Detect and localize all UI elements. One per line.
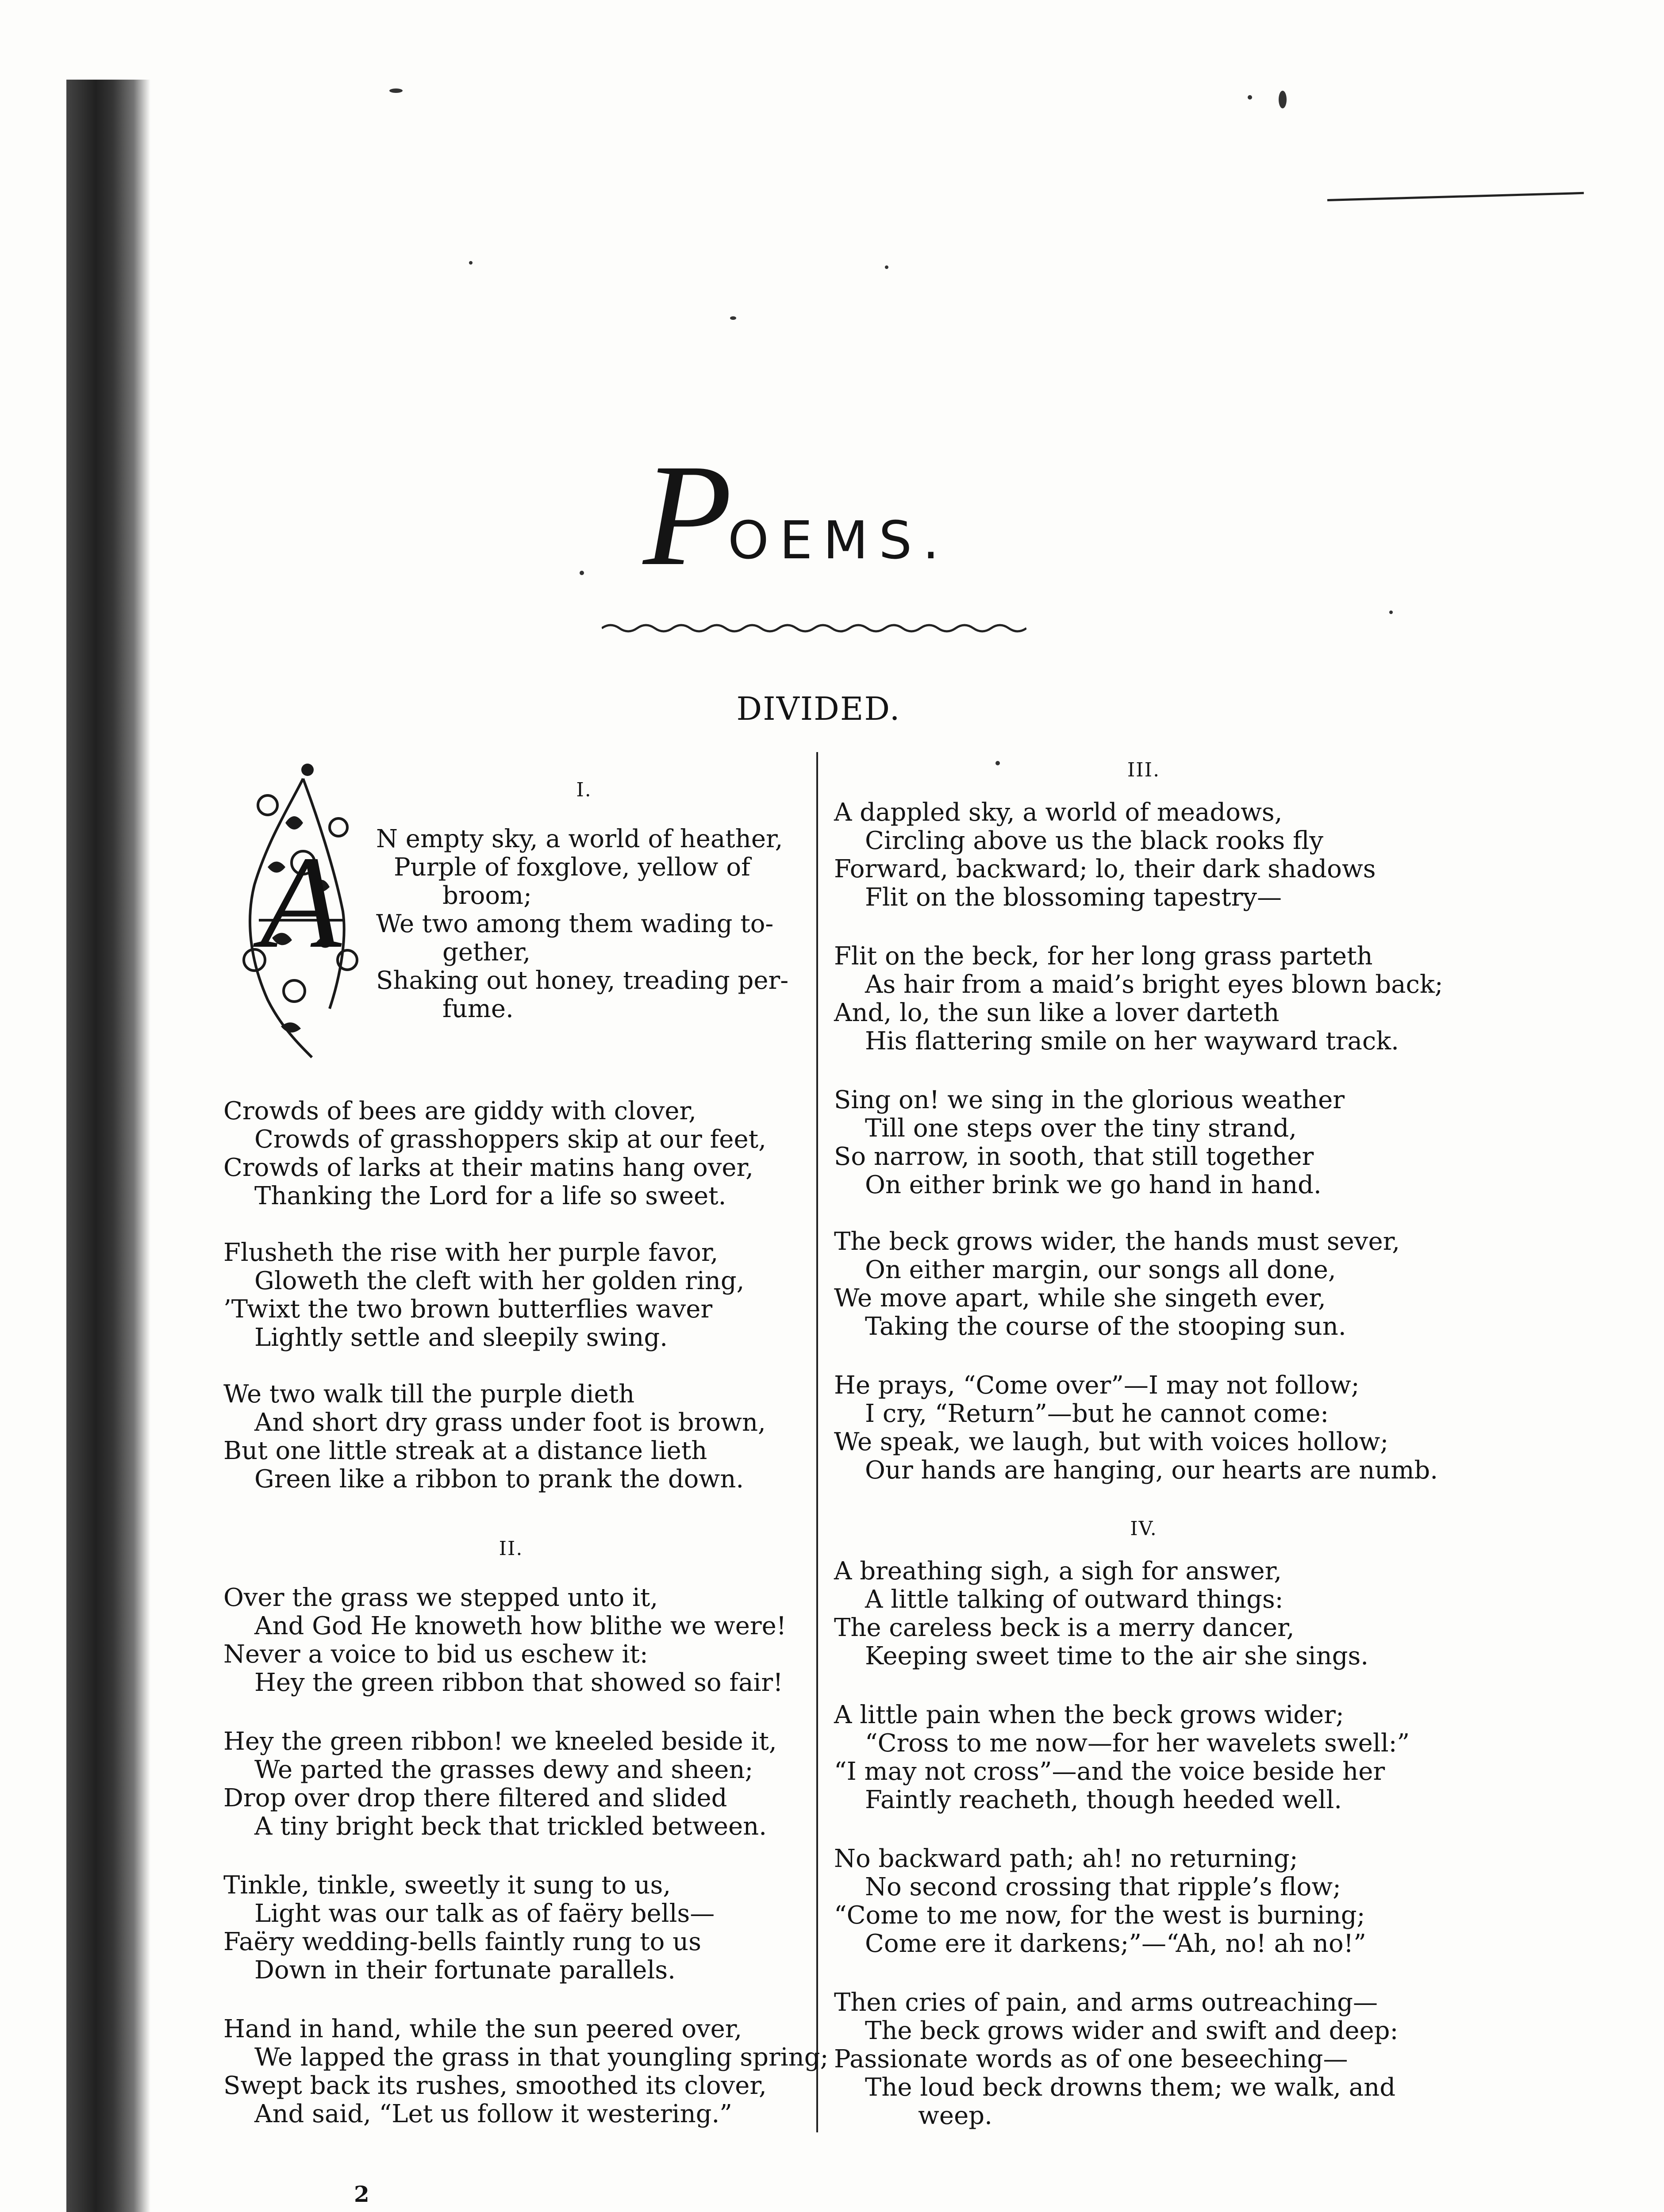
stanza (834, 1371, 1438, 1485)
poem-line: Crowds of grasshoppers skip at our feet, (254, 1125, 766, 1154)
poem-line: Lightly settle and sleepily swing. (254, 1323, 668, 1352)
poem-line: N empty sky, a world of heather, (376, 825, 783, 853)
title-rest: OEMS. (727, 510, 950, 571)
scan-speck (1248, 95, 1252, 100)
poem-line: weep. (918, 2101, 992, 2130)
stanza (223, 1380, 766, 1494)
poem-line: Crowds of larks at their matins hang over, (223, 1153, 753, 1182)
poem-line: broom; (442, 881, 532, 910)
poem-line: We two walk till the purple dieth (223, 1380, 635, 1409)
poem-line: Forward, backward; lo, their dark shadows (834, 855, 1376, 883)
scan-speck (995, 761, 1000, 765)
poem-line: We lapped the grass in that youngling spring; (254, 2043, 829, 2072)
poem-line: “Come to me now, for the west is burning; (834, 1901, 1365, 1930)
page-title (442, 434, 1150, 596)
poem-line: Passionate words as of one beseeching— (834, 2045, 1348, 2074)
poem-line: And, lo, the sun like a lover darteth (834, 998, 1280, 1027)
column-divider (816, 752, 818, 2132)
stanza (223, 1097, 766, 1210)
stanza (834, 942, 1443, 1056)
scan-speck (730, 316, 736, 320)
poem-line: On either brink we go hand in hand. (865, 1171, 1322, 1199)
scan-mark-line (1327, 192, 1584, 201)
scan-speck (389, 88, 403, 93)
poem-line: “Cross to me now—for her wavelets swell:” (865, 1729, 1410, 1758)
poem-line: No second crossing that ripple’s flow; (865, 1873, 1341, 1901)
poem-line: The beck grows wider, the hands must sever, (834, 1227, 1400, 1256)
stanza (223, 1871, 715, 1985)
scan-speck (1389, 611, 1393, 614)
poem-line: Over the grass we stepped unto it, (223, 1583, 658, 1612)
poem-line: But one little streak at a distance lieth (223, 1436, 707, 1465)
poem-line: Drop over drop there filtered and slided (223, 1784, 727, 1813)
poem-line: Faëry wedding-bells faintly rung to us (223, 1928, 701, 1956)
section-i-opening (376, 825, 810, 1023)
poem-line: Crowds of bees are giddy with clover, (223, 1097, 696, 1125)
poem-line: We move apart, while she singeth ever, (834, 1284, 1326, 1313)
poem-line: Swept back its rushes, smoothed its clover, (223, 2071, 767, 2100)
svg-text:A: A (260, 829, 342, 975)
title-initial: P (643, 434, 732, 596)
poem-line: A breathing sigh, a sigh for answer, (834, 1557, 1282, 1586)
poem-line: A tiny bright beck that trickled between. (254, 1812, 767, 1841)
poem-title: DIVIDED. (736, 690, 901, 727)
poem-line: ’Twixt the two brown butterflies waver (223, 1295, 713, 1324)
poem-line: Circling above us the black rooks fly (865, 826, 1323, 855)
poem-line: No backward path; ah! no returning; (834, 1844, 1298, 1873)
poem-line: The loud beck drowns them; we walk, and (865, 2073, 1396, 2102)
scan-speck (469, 261, 473, 265)
stanza (834, 1701, 1410, 1814)
poem-line: And God He knoweth how blithe we were! (254, 1612, 787, 1640)
poem-line: And short dry grass under foot is brown, (254, 1408, 766, 1437)
section-number-i: I. (576, 779, 592, 801)
poem-line: Flit on the blossoming tapestry— (865, 883, 1282, 912)
poem-line: His flattering smile on her wayward track. (865, 1027, 1399, 1056)
poem-line: Flusheth the rise with her purple favor, (223, 1238, 719, 1267)
poem-line: A little pain when the beck grows wider; (834, 1701, 1344, 1729)
stanza (834, 799, 1376, 912)
scan-speck (1279, 91, 1287, 108)
poem-line: Tinkle, tinkle, sweetly it sung to us, (223, 1871, 671, 1900)
stanza (834, 1845, 1366, 1958)
poem-line: We speak, we laugh, but with voices hollow; (834, 1428, 1389, 1456)
stanza (834, 1228, 1400, 1341)
poem-line: Come ere it darkens;”—“Ah, no! ah no!” (865, 1929, 1366, 1958)
poem-line: Till one steps over the tiny strand, (865, 1114, 1297, 1143)
poem-line: Keeping sweet time to the air she sings. (865, 1642, 1369, 1671)
section-number-iii: III. (1127, 759, 1161, 781)
poem-line: The beck grows wider and swift and deep: (865, 2016, 1399, 2045)
poem-line: The careless beck is a merry dancer, (834, 1613, 1295, 1642)
poem-line: A dappled sky, a world of meadows, (834, 798, 1283, 827)
poem-line: “I may not cross”—and the voice beside her (834, 1757, 1385, 1786)
poem-line: Sing on! we sing in the glorious weather (834, 1086, 1345, 1114)
poem-line: We two among them wading to- (376, 910, 774, 938)
stanza (834, 1989, 1398, 2130)
poem-line: A little talking of outward things: (865, 1585, 1284, 1614)
poem-line: Down in their fortunate parallels. (254, 1956, 676, 1985)
poem-line: Hey the green ribbon! we kneeled beside it, (223, 1727, 777, 1756)
stanza (223, 2015, 828, 2128)
wavy-rule (602, 622, 1026, 635)
poem-line: On either margin, our songs all done, (865, 1256, 1336, 1284)
stanza (834, 1086, 1345, 1199)
poem-line: Our hands are hanging, our hearts are numb. (865, 1456, 1438, 1485)
ornamental-initial (228, 752, 374, 1062)
poem-line: Hand in hand, while the sun peered over, (223, 2015, 742, 2043)
poem-line: I cry, “Return”—but he cannot come: (865, 1399, 1329, 1428)
poem-line: Purple of foxglove, yellow of (394, 853, 750, 882)
poem-line: Green like a ribbon to prank the down. (254, 1465, 744, 1494)
poem-line: Then cries of pain, and arms outreaching— (834, 1988, 1378, 2017)
stanza (223, 1728, 777, 1841)
poem-line: We parted the grasses dewy and sheen; (254, 1755, 753, 1784)
poem-line: As hair from a maid’s bright eyes blown back; (865, 970, 1443, 999)
binding-shadow (66, 80, 150, 2212)
poem-line: Gloweth the cleft with her golden ring, (254, 1267, 745, 1295)
poem-line: gether, (442, 938, 531, 967)
page-number: 2 (354, 2181, 369, 2207)
stanza (223, 1584, 786, 1697)
poem-line: Hey the green ribbon that showed so fair! (254, 1668, 783, 1697)
section-number-iv: IV. (1130, 1517, 1157, 1540)
poem-line: Flit on the beck, for her long grass parteth (834, 942, 1373, 971)
poem-line: He prays, “Come over”—I may not follow; (834, 1371, 1360, 1400)
poem-line: Faintly reacheth, though heeded well. (865, 1786, 1342, 1814)
stanza (223, 1239, 744, 1352)
poem-line: fume. (442, 995, 514, 1023)
section-number-ii: II. (499, 1537, 523, 1560)
poem-line: Never a voice to bid us eschew it: (223, 1640, 648, 1669)
poem-line: And said, “Let us follow it westering.” (254, 2100, 732, 2128)
poem-line: Shaking out honey, treading per- (376, 966, 789, 995)
scan-speck (885, 265, 888, 269)
poem-line: So narrow, in sooth, that still together (834, 1142, 1314, 1171)
stanza (834, 1557, 1368, 1671)
poem-line: Taking the course of the stooping sun. (865, 1312, 1346, 1341)
poem-line: Thanking the Lord for a life so sweet. (254, 1182, 726, 1210)
poem-line: Light was our talk as of faëry bells— (254, 1899, 715, 1928)
